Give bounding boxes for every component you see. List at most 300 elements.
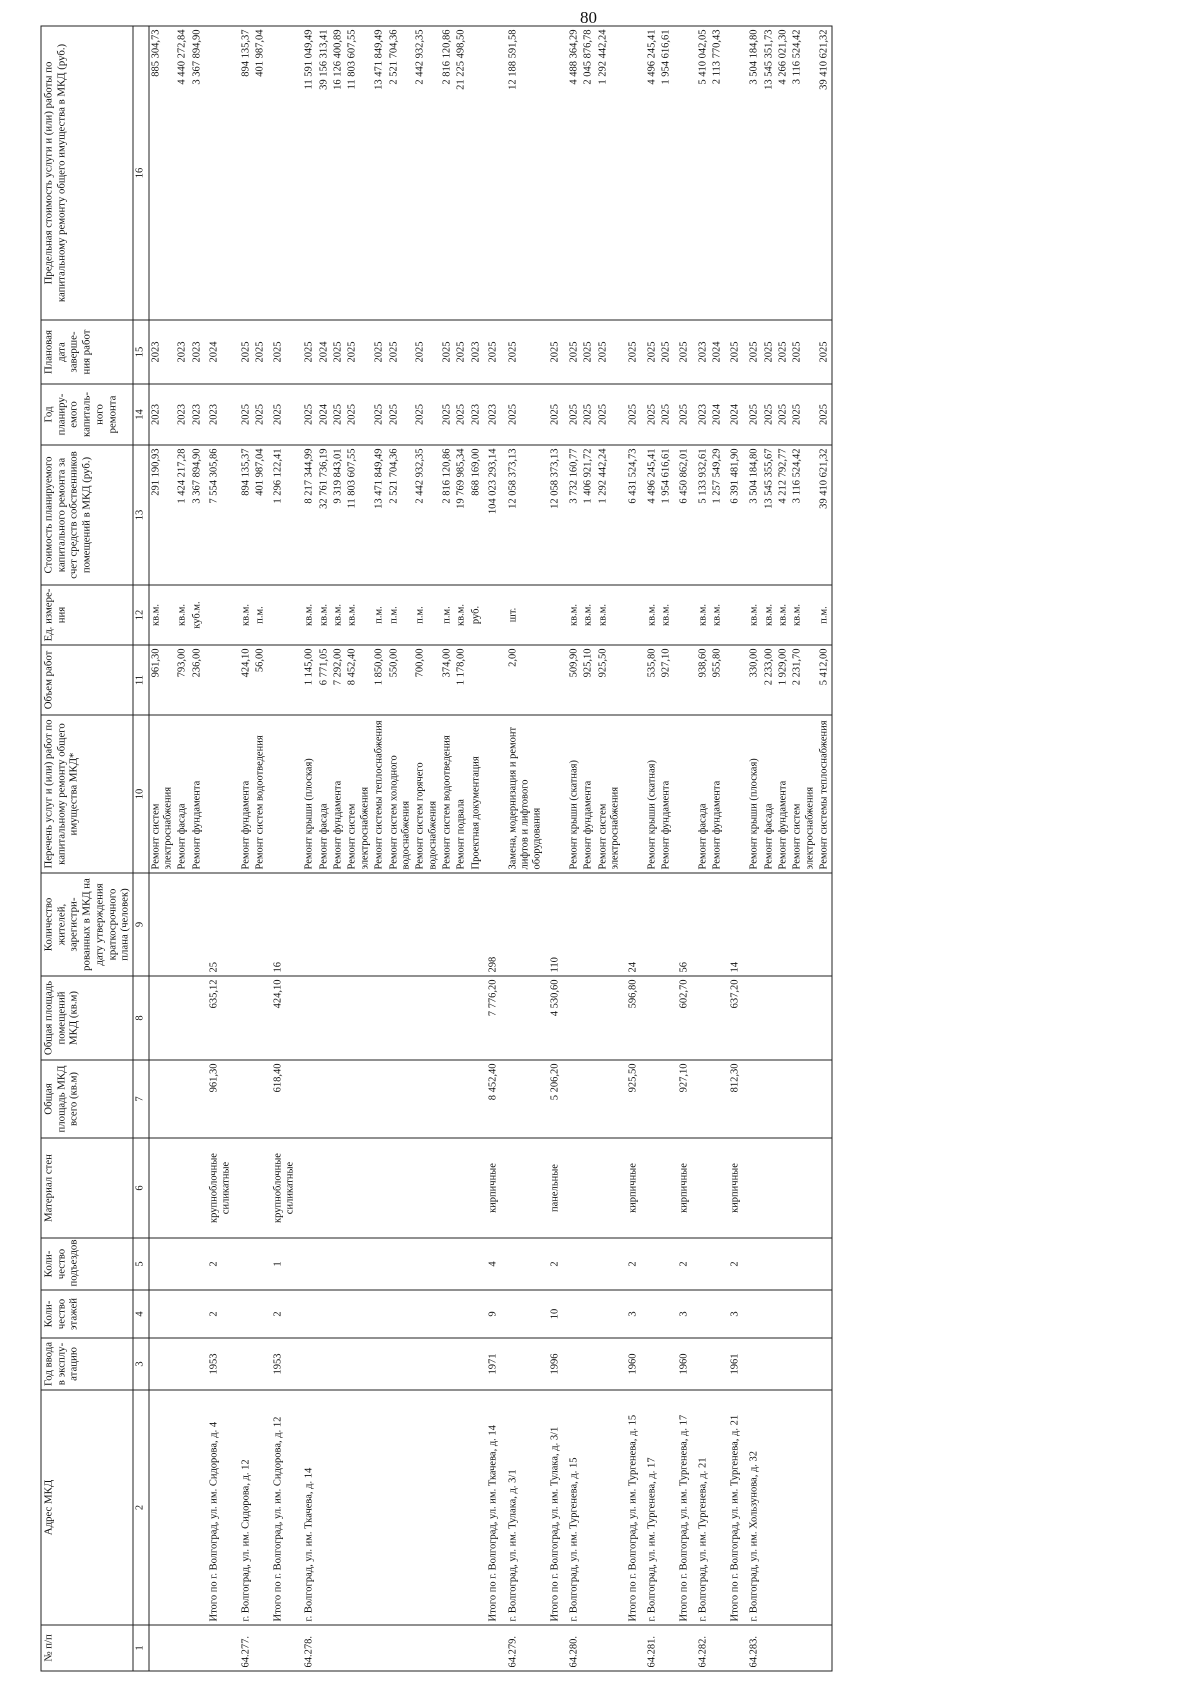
cell-area-rooms: [454, 976, 468, 1060]
cell-address: [331, 1390, 345, 1625]
cell-residents: [413, 873, 440, 976]
cell-address: г. Волгоград, ул. им. Тулака, д. 3/1: [504, 1390, 545, 1625]
cell-unit: п.м.: [253, 585, 267, 645]
cell-residents: [776, 873, 790, 976]
cell-number: [413, 1625, 440, 1671]
cell-residents: 24: [623, 873, 643, 976]
cell-number: 64.282.: [694, 1625, 710, 1671]
cell-max-cost: 3 116 524,42: [790, 26, 817, 320]
cell-material: [253, 1138, 267, 1238]
cell-unit: кв.м.: [317, 585, 331, 645]
cell-year: [317, 1338, 331, 1390]
cell-area-rooms: 4 530,60: [545, 976, 565, 1060]
cell-end-year: 2025: [387, 320, 414, 384]
cell-end-year: 2025: [596, 320, 623, 384]
cell-residents: [745, 873, 761, 976]
cell-entrances: [190, 1238, 204, 1290]
cell-cost: 6 391 481,90: [725, 445, 745, 585]
cell-year: [659, 1338, 673, 1390]
cell-unit: кв.м.: [454, 585, 468, 645]
cell-floors: [469, 1290, 483, 1338]
cell-plan-year: 2023: [694, 384, 710, 445]
cell-area-total: [372, 1060, 386, 1138]
cell-end-year: 2023: [190, 320, 204, 384]
cell-material: [817, 1138, 832, 1238]
cell-end-year: 2025: [674, 320, 694, 384]
cell-end-year: 2025: [483, 320, 503, 384]
cell-plan-year: 2025: [345, 384, 372, 445]
cell-cost: 1 292 442,24: [596, 445, 623, 585]
cell-floors: [175, 1290, 189, 1338]
cell-entrances: [148, 1238, 175, 1290]
cell-cost: 401 987,04: [253, 445, 267, 585]
cell-work: Ремонт систем холодного водоснабжения: [387, 715, 414, 873]
cell-material: [190, 1138, 204, 1238]
cell-area-total: [694, 1060, 710, 1138]
cell-residents: [581, 873, 595, 976]
cell-area-rooms: [317, 976, 331, 1060]
cell-cost: 3 116 524,42: [790, 445, 817, 585]
cell-unit: кв.м.: [762, 585, 776, 645]
cell-material: кирпичные: [483, 1138, 503, 1238]
cell-end-year: 2025: [331, 320, 345, 384]
cell-unit: кв.м.: [300, 585, 316, 645]
col-header-unit: Ед. измере-ния: [41, 585, 133, 645]
cell-plan-year: 2025: [776, 384, 790, 445]
cell-residents: [762, 873, 776, 976]
cell-entrances: 2: [623, 1238, 643, 1290]
cell-work: Ремонт крыши (скатная): [565, 715, 581, 873]
cell-plan-year: 2025: [454, 384, 468, 445]
cell-address: [776, 1390, 790, 1625]
cell-floors: 2: [268, 1290, 301, 1338]
cell-residents: [440, 873, 454, 976]
cell-area-rooms: [596, 976, 623, 1060]
cell-material: [596, 1138, 623, 1238]
cell-end-year: 2025: [659, 320, 673, 384]
cell-area-total: [710, 1060, 724, 1138]
cell-entrances: [596, 1238, 623, 1290]
cell-unit: [623, 585, 643, 645]
cell-volume: 236,00: [190, 645, 204, 715]
cell-end-year: 2023: [694, 320, 710, 384]
cell-address: [440, 1390, 454, 1625]
cell-material: [776, 1138, 790, 1238]
col-number: 4: [133, 1290, 148, 1338]
col-header-residents: Количество жителей, зарегистри-рованных в МКД на дату утверждения краткосрочного плана (человек): [41, 873, 133, 976]
col-header-plan-year: Год планиру-емого капиталь-ного ремонта: [41, 384, 133, 445]
cell-area-total: [148, 1060, 175, 1138]
cell-area-total: [745, 1060, 761, 1138]
cell-unit: кв.м.: [643, 585, 659, 645]
cell-end-year: 2023: [175, 320, 189, 384]
cell-material: крупноблочные силикатные: [204, 1138, 237, 1238]
cell-floors: [413, 1290, 440, 1338]
cell-area-rooms: [745, 976, 761, 1060]
cell-floors: [762, 1290, 776, 1338]
cell-address: [596, 1390, 623, 1625]
cell-unit: кв.м.: [345, 585, 372, 645]
cell-plan-year: 2025: [623, 384, 643, 445]
table-row: [253, 26, 267, 1671]
cell-material: [237, 1138, 253, 1238]
cell-work: [483, 715, 503, 873]
cell-work: Ремонт систем водоотведения: [440, 715, 454, 873]
cell-number: [204, 1625, 237, 1671]
table-row: [345, 26, 372, 1671]
cell-number: [253, 1625, 267, 1671]
cell-year: 1971: [483, 1338, 503, 1390]
cell-end-year: 2024: [317, 320, 331, 384]
cell-max-cost: 3 367 894,90: [190, 26, 204, 320]
cell-address: [659, 1390, 673, 1625]
cell-area-total: 812,30: [725, 1060, 745, 1138]
cell-volume: 550,00: [387, 645, 414, 715]
cell-work: Ремонт системы теплоснабжения: [817, 715, 832, 873]
cell-entrances: [300, 1238, 316, 1290]
capital-repair-table: [40, 25, 832, 1671]
cell-max-cost: 4 496 245,41: [643, 26, 659, 320]
cell-end-year: 2025: [413, 320, 440, 384]
cell-volume: [674, 645, 694, 715]
cell-area-total: [331, 1060, 345, 1138]
cell-entrances: 2: [674, 1238, 694, 1290]
cell-address: [762, 1390, 776, 1625]
cell-address: [790, 1390, 817, 1625]
cell-volume: 793,00: [175, 645, 189, 715]
cell-work: Ремонт системы теплоснабжения: [372, 715, 386, 873]
cell-work: Ремонт крыши (плоская): [745, 715, 761, 873]
cell-material: кирпичные: [623, 1138, 643, 1238]
cell-volume: 535,80: [643, 645, 659, 715]
cell-end-year: 2025: [565, 320, 581, 384]
cell-unit: п.м.: [387, 585, 414, 645]
cell-year: 1961: [725, 1338, 745, 1390]
cell-area-total: 5 206,20: [545, 1060, 565, 1138]
cell-entrances: [817, 1238, 832, 1290]
cell-address: [710, 1390, 724, 1625]
cell-unit: [268, 585, 301, 645]
cell-material: [694, 1138, 710, 1238]
cell-year: [745, 1338, 761, 1390]
cell-area-total: [237, 1060, 253, 1138]
table-row: [659, 26, 673, 1671]
cell-floors: [387, 1290, 414, 1338]
cell-unit: кв.м.: [331, 585, 345, 645]
col-header-works: Перечень услуг и (или) работ по капитальному ремонту общего имущества МКД*: [41, 715, 133, 873]
cell-plan-year: 2025: [581, 384, 595, 445]
cell-year: 1960: [623, 1338, 643, 1390]
cell-max-cost: 11 803 607,55: [345, 26, 372, 320]
total-row: [674, 26, 694, 1671]
cell-year: [300, 1338, 316, 1390]
cell-residents: [317, 873, 331, 976]
table-row: [745, 26, 761, 1671]
cell-year: [413, 1338, 440, 1390]
cell-work: Ремонт систем электроснабжения: [345, 715, 372, 873]
cell-area-total: [387, 1060, 414, 1138]
cell-area-rooms: [694, 976, 710, 1060]
cell-work: Ремонт фасада: [317, 715, 331, 873]
col-number: 7: [133, 1060, 148, 1138]
cell-entrances: [253, 1238, 267, 1290]
cell-year: [596, 1338, 623, 1390]
cell-cost: 1 954 616,61: [659, 445, 673, 585]
col-number: 14: [133, 384, 148, 445]
cell-entrances: [504, 1238, 545, 1290]
cell-material: [372, 1138, 386, 1238]
cell-area-rooms: [440, 976, 454, 1060]
cell-number: 64.279.: [504, 1625, 545, 1671]
cell-plan-year: 2025: [504, 384, 545, 445]
cell-unit: [483, 585, 503, 645]
cell-cost: 2 442 932,35: [413, 445, 440, 585]
cell-max-cost: 2 113 770,43: [710, 26, 724, 320]
cell-unit: кв.м.: [776, 585, 790, 645]
cell-volume: 509,90: [565, 645, 581, 715]
cell-address: г. Волгоград, ул. им. Тургенева, д. 21: [694, 1390, 710, 1625]
cell-work: Проектная документация: [469, 715, 483, 873]
cell-plan-year: 2025: [331, 384, 345, 445]
col-number: 9: [133, 873, 148, 976]
cell-floors: [317, 1290, 331, 1338]
cell-unit: кв.м.: [710, 585, 724, 645]
column-number-row: [133, 26, 148, 1671]
cell-area-rooms: [762, 976, 776, 1060]
cell-material: [300, 1138, 316, 1238]
cell-max-cost: 885 304,73: [148, 26, 175, 320]
cell-area-rooms: [300, 976, 316, 1060]
cell-unit: п.м.: [817, 585, 832, 645]
cell-work: Ремонт систем электроснабжения: [148, 715, 175, 873]
cell-work: Ремонт фасада: [694, 715, 710, 873]
cell-year: [175, 1338, 189, 1390]
cell-residents: [190, 873, 204, 976]
table-row: [454, 26, 468, 1671]
table-row: [331, 26, 345, 1671]
cell-end-year: 2025: [253, 320, 267, 384]
cell-max-cost: 1 292 442,24: [596, 26, 623, 320]
cell-material: [504, 1138, 545, 1238]
cell-volume: 2 231,70: [790, 645, 817, 715]
cell-unit: кв.м.: [237, 585, 253, 645]
cell-area-rooms: 7 776,20: [483, 976, 503, 1060]
cell-max-cost: 1 954 616,61: [659, 26, 673, 320]
cell-work: Ремонт фундамента: [581, 715, 595, 873]
cell-area-rooms: [565, 976, 581, 1060]
cell-volume: [483, 645, 503, 715]
cell-cost: 1 257 549,29: [710, 445, 724, 585]
cell-floors: 9: [483, 1290, 503, 1338]
cell-unit: п.м.: [440, 585, 454, 645]
cell-plan-year: 2025: [762, 384, 776, 445]
cell-unit: [545, 585, 565, 645]
cell-area-total: [790, 1060, 817, 1138]
cell-year: [440, 1338, 454, 1390]
col-number: 12: [133, 585, 148, 645]
col-header-year: Год ввода в эксплу-атацию: [41, 1338, 133, 1390]
cell-unit: кв.м.: [694, 585, 710, 645]
cell-address: г. Волгоград, ул. им. Сидорова, д. 12: [237, 1390, 253, 1625]
cell-entrances: [710, 1238, 724, 1290]
cell-area-rooms: [581, 976, 595, 1060]
cell-area-total: [762, 1060, 776, 1138]
cell-area-total: [454, 1060, 468, 1138]
cell-residents: [659, 873, 673, 976]
cell-area-total: [345, 1060, 372, 1138]
cell-floors: [776, 1290, 790, 1338]
table-row: [190, 26, 204, 1671]
col-header-num: № п/п: [41, 1625, 133, 1671]
cell-unit: кв.м.: [745, 585, 761, 645]
cell-end-year: 2025: [725, 320, 745, 384]
cell-residents: [596, 873, 623, 976]
cell-floors: [710, 1290, 724, 1338]
cell-residents: 110: [545, 873, 565, 976]
cell-plan-year: 2024: [317, 384, 331, 445]
cell-address: Итого по г. Волгоград, ул. им. Ткачева, д. 14: [483, 1390, 503, 1625]
cell-max-cost: 21 225 498,50: [454, 26, 468, 320]
cell-area-rooms: 424,10: [268, 976, 301, 1060]
col-header-volume: Объем работ: [41, 645, 133, 715]
cell-year: [454, 1338, 468, 1390]
cell-entrances: [387, 1238, 414, 1290]
cell-address: [317, 1390, 331, 1625]
cell-floors: 10: [545, 1290, 565, 1338]
cell-area-rooms: 637,20: [725, 976, 745, 1060]
cell-address: [817, 1390, 832, 1625]
cell-number: [454, 1625, 468, 1671]
cell-floors: [454, 1290, 468, 1338]
cell-volume: 424,10: [237, 645, 253, 715]
cell-unit: [674, 585, 694, 645]
cell-number: [440, 1625, 454, 1671]
cell-floors: [345, 1290, 372, 1338]
cell-entrances: [694, 1238, 710, 1290]
cell-work: Ремонт фундамента: [190, 715, 204, 873]
cell-area-rooms: [413, 976, 440, 1060]
cell-floors: [643, 1290, 659, 1338]
cell-address: г. Волгоград, ул. им. Тургенева, д. 17: [643, 1390, 659, 1625]
cell-material: [387, 1138, 414, 1238]
cell-volume: [469, 645, 483, 715]
table-row: [504, 26, 545, 1671]
cell-cost: 894 135,37: [237, 445, 253, 585]
cell-floors: 3: [623, 1290, 643, 1338]
table-row: [413, 26, 440, 1671]
cell-area-rooms: [504, 976, 545, 1060]
cell-cost: 9 319 843,01: [331, 445, 345, 585]
cell-address: г. Волгоград, ул. им. Тургенева, д. 15: [565, 1390, 581, 1625]
table-row: [440, 26, 454, 1671]
total-row: [204, 26, 237, 1671]
cell-residents: [643, 873, 659, 976]
cell-entrances: [776, 1238, 790, 1290]
cell-area-total: 8 452,40: [483, 1060, 503, 1138]
cell-year: [148, 1338, 175, 1390]
cell-address: [175, 1390, 189, 1625]
cell-work: Замена, модернизация и ремонт лифтов и лифтового оборудования: [504, 715, 545, 873]
cell-number: [148, 1625, 175, 1671]
cell-year: [694, 1338, 710, 1390]
cell-floors: [148, 1290, 175, 1338]
cell-plan-year: 2025: [387, 384, 414, 445]
cell-cost: 13 545 355,67: [762, 445, 776, 585]
cell-entrances: 2: [725, 1238, 745, 1290]
cell-volume: [725, 645, 745, 715]
col-number: 11: [133, 645, 148, 715]
cell-end-year: 2025: [372, 320, 386, 384]
cell-work: Ремонт систем электроснабжения: [790, 715, 817, 873]
cell-max-cost: [469, 26, 483, 320]
cell-max-cost: 13 471 849,49: [372, 26, 386, 320]
cell-material: [345, 1138, 372, 1238]
cell-area-total: [175, 1060, 189, 1138]
cell-end-year: 2025: [581, 320, 595, 384]
cell-plan-year: 2025: [659, 384, 673, 445]
cell-max-cost: [725, 26, 745, 320]
cell-year: [331, 1338, 345, 1390]
cell-address: Итого по г. Волгоград, ул. им. Тургенева, д. 17: [674, 1390, 694, 1625]
page-number: 80: [580, 8, 597, 27]
table-row: [790, 26, 817, 1671]
col-number: 2: [133, 1390, 148, 1625]
cell-material: [565, 1138, 581, 1238]
cell-end-year: 2025: [454, 320, 468, 384]
cell-entrances: [345, 1238, 372, 1290]
cell-floors: 3: [674, 1290, 694, 1338]
cell-plan-year: 2023: [469, 384, 483, 445]
cell-max-cost: 16 126 400,89: [331, 26, 345, 320]
cell-entrances: [237, 1238, 253, 1290]
cell-max-cost: 401 987,04: [253, 26, 267, 320]
cell-area-rooms: [469, 976, 483, 1060]
table-row: [581, 26, 595, 1671]
cell-residents: 56: [674, 873, 694, 976]
cell-cost: 3 367 894,90: [190, 445, 204, 585]
cell-volume: 5 412,00: [817, 645, 832, 715]
cell-floors: [745, 1290, 761, 1338]
cell-area-total: 927,10: [674, 1060, 694, 1138]
cell-volume: 1 178,00: [454, 645, 468, 715]
cell-end-year: 2025: [817, 320, 832, 384]
cell-floors: [596, 1290, 623, 1338]
cell-area-rooms: [253, 976, 267, 1060]
cell-residents: [710, 873, 724, 976]
cell-volume: 1 850,00: [372, 645, 386, 715]
cell-material: кирпичные: [674, 1138, 694, 1238]
cell-end-year: 2025: [643, 320, 659, 384]
cell-max-cost: [545, 26, 565, 320]
cell-year: 1953: [268, 1338, 301, 1390]
cell-residents: [565, 873, 581, 976]
cell-work: Ремонт фундамента: [659, 715, 673, 873]
cell-address: Итого по г. Волгоград, ул. им. Сидорова, д. 12: [268, 1390, 301, 1625]
cell-work: [725, 715, 745, 873]
col-header-end-date: Плановая дата заверше-ния работ: [41, 320, 133, 384]
cell-cost: 104 023 293,14: [483, 445, 503, 585]
table-row: [387, 26, 414, 1671]
cell-area-rooms: 635,12: [204, 976, 237, 1060]
table-row: [694, 26, 710, 1671]
cell-end-year: 2023: [469, 320, 483, 384]
col-header-area-rooms: Общая площадь помещений МКД (кв.м): [41, 976, 133, 1060]
cell-address: [253, 1390, 267, 1625]
cell-end-year: 2025: [345, 320, 372, 384]
cell-cost: 6 450 862,01: [674, 445, 694, 585]
cell-max-cost: [674, 26, 694, 320]
cell-work: [545, 715, 565, 873]
